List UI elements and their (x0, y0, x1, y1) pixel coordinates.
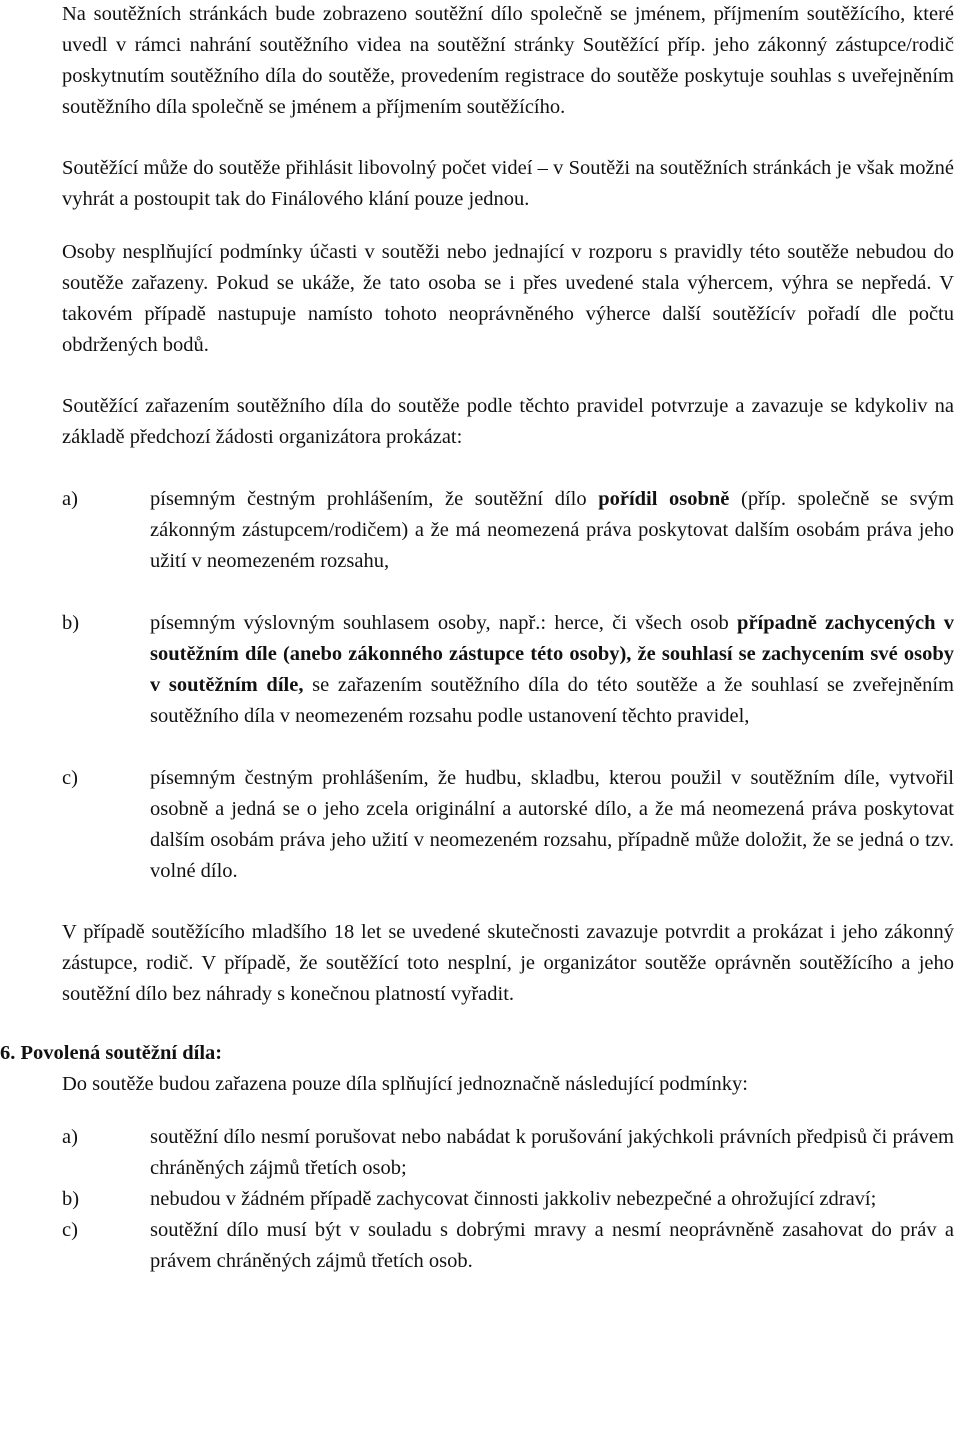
proof-list (62, 484, 954, 887)
paragraph-proof-obligation: Soutěžící zařazením soutěžního díla do soutěže podle těchto pravidel potvrzuje a zavazuje se kdykoliv na základě předchozí žádosti organizátora prokázat: (62, 395, 954, 448)
list-item-text: soutěžní dílo musí být v souladu s dobrými mravy a nesmí neoprávněně zasahovat do práv a právem chráněných zájmů třetích osob. (150, 1219, 954, 1272)
paragraph-video-count: Soutěžící může do soutěže přihlásit libovolný počet videí – v Soutěži na soutěžních stránkách je však možné vyhrát a postoupit tak do Finálového klání pouze jednou. (62, 157, 954, 210)
list-item-text-part: (příp. společně se svým zákonným zástupcem/rodičem) a že má neomezená práva poskytovat dalším osobám práva jeho užití v neomezeném rozsahu, (150, 488, 954, 572)
list-item (62, 608, 954, 732)
list-item (62, 763, 954, 887)
list-item-emphasis: pořídil osobně (598, 488, 730, 510)
list-item (62, 1215, 954, 1277)
list-marker: b) (62, 1188, 80, 1210)
list-marker: b) (62, 612, 80, 634)
list-marker: a) (62, 488, 78, 510)
list-item (62, 1184, 954, 1215)
list-marker: a) (62, 1126, 78, 1148)
list-item-text: písemným čestným prohlášením, že hudbu, skladbu, kterou použil v soutěžním díle, vytvořil osobně a jedná se o jeho zcela originální a autorské dílo, a že má neomezená práva poskytovat dalším osobám práva jeho užití v neomezeném rozsahu, případně může doložit, že se jedná o tzv. volné dílo. (150, 767, 954, 882)
list-marker: c) (62, 767, 78, 789)
paragraph-minors: V případě soutěžícího mladšího 18 let se uvedené skutečnosti zavazuje potvrdit a prokázat i jeho zákonný zástupce, rodič. V případě, že soutěžící toto nesplní, je organizátor soutěže oprávněn soutěžícího a jeho soutěžní dílo bez náhrady s konečnou platností vyřadit. (62, 921, 954, 1005)
paragraph-display-terms: Na soutěžních stránkách bude zobrazeno soutěžní dílo společně se jménem, příjmením soutěžícího, které uvedl v rámci nahrání soutěžního videa na soutěžní stránky Soutěžící příp. jeho zákonný zástupce/rodič poskytnutím soutěžního díla do soutěže, provedením registrace do soutěže poskytuje souhlas s uveřejněním soutěžního díla společně se jménem a příjmením soutěžícího. (62, 3, 954, 118)
list-item-text (150, 608, 954, 732)
list-item (62, 1122, 954, 1184)
list-item-text-part: písemným čestným prohlášením, že soutěžní dílo (150, 488, 599, 510)
list-item-emphasis: případně zachycených v soutěžním díle (anebo zákonného zástupce této osoby), že souhlasí se zachycením své osoby v soutěžním díle, (150, 612, 954, 696)
list-item-text (150, 484, 954, 577)
list-item-text-part: písemným výslovným souhlasem osoby, např.: herce, či všech osob (150, 612, 738, 634)
conditions-list (62, 1122, 954, 1277)
list-marker: c) (62, 1219, 78, 1241)
list-item-text: nebudou v žádném případě zachycovat činnosti jakkoliv nebezpečné a ohrožující zdraví; (150, 1188, 877, 1210)
section-heading: 6. Povolená soutěžní díla: (0, 1042, 223, 1064)
list-item-text-part: se zařazením soutěžního díla do této soutěže a že souhlasí se zveřejněním soutěžního díla v neomezeném rozsahu podle ustanovení těchto pravidel, (150, 674, 955, 727)
paragraph-ineligible-persons: Osoby nesplňující podmínky účasti v soutěži nebo jednající v rozporu s pravidly této soutěže nebudou do soutěže zařazeny. Pokud se ukáže, že tato osoba se i přes uvedené stala výhercem, výhra se nepředá. V takovém případě nastupuje namísto tohoto neoprávněného výherce další soutěžícív pořadí dle počtu obdržených bodů. (62, 241, 954, 356)
list-item (62, 484, 954, 577)
section-intro: Do soutěže budou zařazena pouze díla splňující jednoznačně následující podmínky: (62, 1073, 748, 1095)
list-item-text: soutěžní dílo nesmí porušovat nebo nabádat k porušování jakýchkoli právních předpisů či právem chráněných zájmů třetích osob; (150, 1126, 954, 1179)
